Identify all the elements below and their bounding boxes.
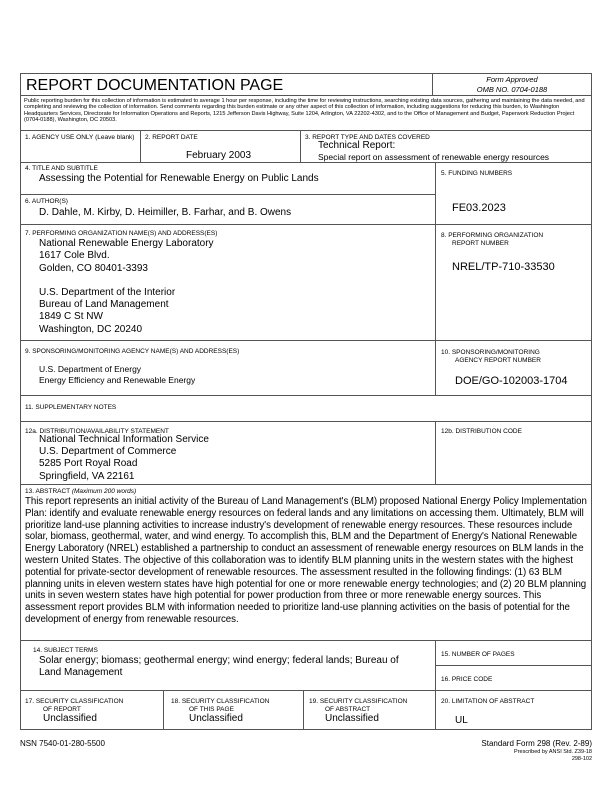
security-page-value: Unclassified xyxy=(189,713,243,724)
burden-statement: Public reporting burden for this collection of information is estimated to average 1 hour per response, including the time for reviewing instructions, searching existing data sources, gathering and maintaining the data needed, and completing and reviewing the collection of information. Send comments regarding this burden estimate or any other aspect of this collection of information, including suggestions for reducing this burden, to Washington Headquarters Services, Directorate for Information Operations and Reports, 1215 Jefferson Davis Highway, Suite 1204, Arlington, VA 22202-4302, and to the Office of Management and Budget, Paperwork Reduction Project (0704-0188), Washington, DC 20503. xyxy=(24,98,585,123)
report-type-label: 3. REPORT TYPE AND DATES COVERED xyxy=(305,134,430,141)
supplementary-label: 11. SUPPLEMENTARY NOTES xyxy=(25,404,117,411)
security-report-label: 17. SECURITY CLASSIFICATION xyxy=(25,698,124,705)
agency-report-label-2: AGENCY REPORT NUMBER xyxy=(455,357,541,364)
security-page-label-2: OF THIS PAGE xyxy=(189,706,234,713)
abstract-label xyxy=(25,488,136,495)
funding-label: 5. FUNDING NUMBERS xyxy=(441,170,513,177)
security-report-label-2: OF REPORT xyxy=(43,706,81,713)
sponsor-line: U.S. Department of Energy xyxy=(39,364,142,374)
agency-report-label: 10. SPONSORING/MONITORING xyxy=(441,349,540,356)
pages-label: 15. NUMBER OF PAGES xyxy=(441,651,515,658)
security-abstract-value: Unclassified xyxy=(325,713,379,724)
omb-number: OMB NO. 0704-0188 xyxy=(476,85,548,94)
address-line: National Renewable Energy Laboratory xyxy=(39,238,214,249)
limitation-label: 20. LIMITATION OF ABSTRACT xyxy=(441,698,535,705)
distribution-statement xyxy=(39,434,209,483)
price-code-label: 16. PRICE CODE xyxy=(441,676,493,683)
address-line xyxy=(39,275,214,287)
abstract-label-text: 13. ABSTRACT xyxy=(25,488,72,495)
address-line: 5285 Port Royal Road xyxy=(39,458,138,470)
abstract-limit: (Maximum 200 words) xyxy=(71,488,137,495)
nsn-number: NSN 7540-01-280-5500 xyxy=(20,739,105,748)
standard-form: Standard Form 298 (Rev. 2-89) xyxy=(481,739,592,748)
form-code: 298-102 xyxy=(571,756,592,762)
limitation-value: UL xyxy=(455,715,468,726)
prescribed-by: Prescribed by ANSI Std. Z39-18 xyxy=(514,749,592,755)
address-line: U.S. Department of the Interior xyxy=(39,286,176,298)
address-line: Springfield, VA 22161 xyxy=(39,470,135,482)
security-abstract-label: 19. SECURITY CLASSIFICATION xyxy=(309,698,408,705)
report-date-label: 2. REPORT DATE xyxy=(145,134,198,141)
address-line: National Technical Information Service xyxy=(39,434,209,445)
funding-value: FE03.2023 xyxy=(452,202,506,214)
page-title: REPORT DOCUMENTATION PAGE xyxy=(26,77,284,94)
security-report-value: Unclassified xyxy=(43,713,97,724)
abstract-text: This report represents an initial activity of the Bureau of Land Management's (BLM) proposed National Energy Policy Implementation Plan: identify and evaluate renewable energy resources on federal lands and any limitations on accessing them. Ultimately, BLM will prioritize land-use planning activities to increase industry's development of renewable energy resources. These resources include solar, biomass, geothermal, water, and wind energy. To accomplish this, BLM and the Department of Energy's National Renewable Energy Laboratory (NREL) established a partnership to conduct an assessment of renewable energy resources on BLM lands in the western United States. The objective of this collaboration was to identify BLM planning units in the western states with the highest potential for private-sector development of renewable resources. The assessment resulted in the following findings: (1) 63 BLM planning units in eleven western states have high potential for one or more renewable energy technologies; and (2) 20 BLM planning units in seven western states have high potential for power production from three or more renewable energy sources. This assessment report provides BLM with information needed to prioritize land-use planning activities on the basis of potential for the development of energy from renewable resources. xyxy=(25,496,587,625)
sponsoring-address xyxy=(39,364,195,385)
subject-terms-label: 14. SUBJECT TERMS xyxy=(33,647,98,654)
address-line: 1617 Cole Blvd. xyxy=(39,250,110,262)
address-line: 1849 C St NW xyxy=(39,311,103,323)
address-line: U.S. Department of Commerce xyxy=(39,446,177,458)
title-value: Assessing the Potential for Renewable Energy on Public Lands xyxy=(39,173,319,184)
performing-org-label: 7. PERFORMING ORGANIZATION NAME(S) AND ADDRESS(ES) xyxy=(25,230,218,237)
authors-value: D. Dahle, M. Kirby, D. Heimiller, B. Farhar, and B. Owens xyxy=(39,207,292,218)
title-label: 4. TITLE AND SUBTITLE xyxy=(25,165,98,172)
distribution-code-label: 12b. DISTRIBUTION CODE xyxy=(441,428,522,435)
agency-use-label: 1. AGENCY USE ONLY (Leave blank) xyxy=(25,134,135,141)
performing-report-label-2: REPORT NUMBER xyxy=(452,240,509,247)
form-approved: Form Approved xyxy=(486,75,538,84)
address-line: Golden, CO 80401-3393 xyxy=(39,262,148,274)
report-date-value: February 2003 xyxy=(186,150,252,161)
subject-terms-value: Solar energy; biomass; geothermal energy; wind energy; federal lands; Bureau of Land Management xyxy=(39,655,399,678)
sponsoring-label: 9. SPONSORING/MONITORING AGENCY NAME(S) AND ADDRESS(ES) xyxy=(25,348,240,355)
report-type-value: Technical Report: xyxy=(318,140,396,151)
performing-report-label: 8. PERFORMING ORGANIZATION xyxy=(441,232,544,239)
security-page-label: 18. SECURITY CLASSIFICATION xyxy=(171,698,270,705)
agency-report-value: DOE/GO-102003-1704 xyxy=(455,375,568,387)
security-abstract-label-2: OF ABSTRACT xyxy=(325,706,371,713)
report-type-detail: Special report on assessment of renewable energy resources xyxy=(318,152,550,162)
sponsor-line: Energy Efficiency and Renewable Energy xyxy=(39,374,196,385)
performing-org-address xyxy=(39,238,214,336)
authors-label: 6. AUTHOR(S) xyxy=(25,198,68,205)
distribution-label: 12a. DISTRIBUTION/AVAILABILITY STATEMENT xyxy=(25,428,169,435)
address-line: Bureau of Land Management xyxy=(39,299,169,311)
address-line: Washington, DC 20240 xyxy=(39,323,143,335)
report-number-value: NREL/TP-710-33530 xyxy=(452,261,555,273)
